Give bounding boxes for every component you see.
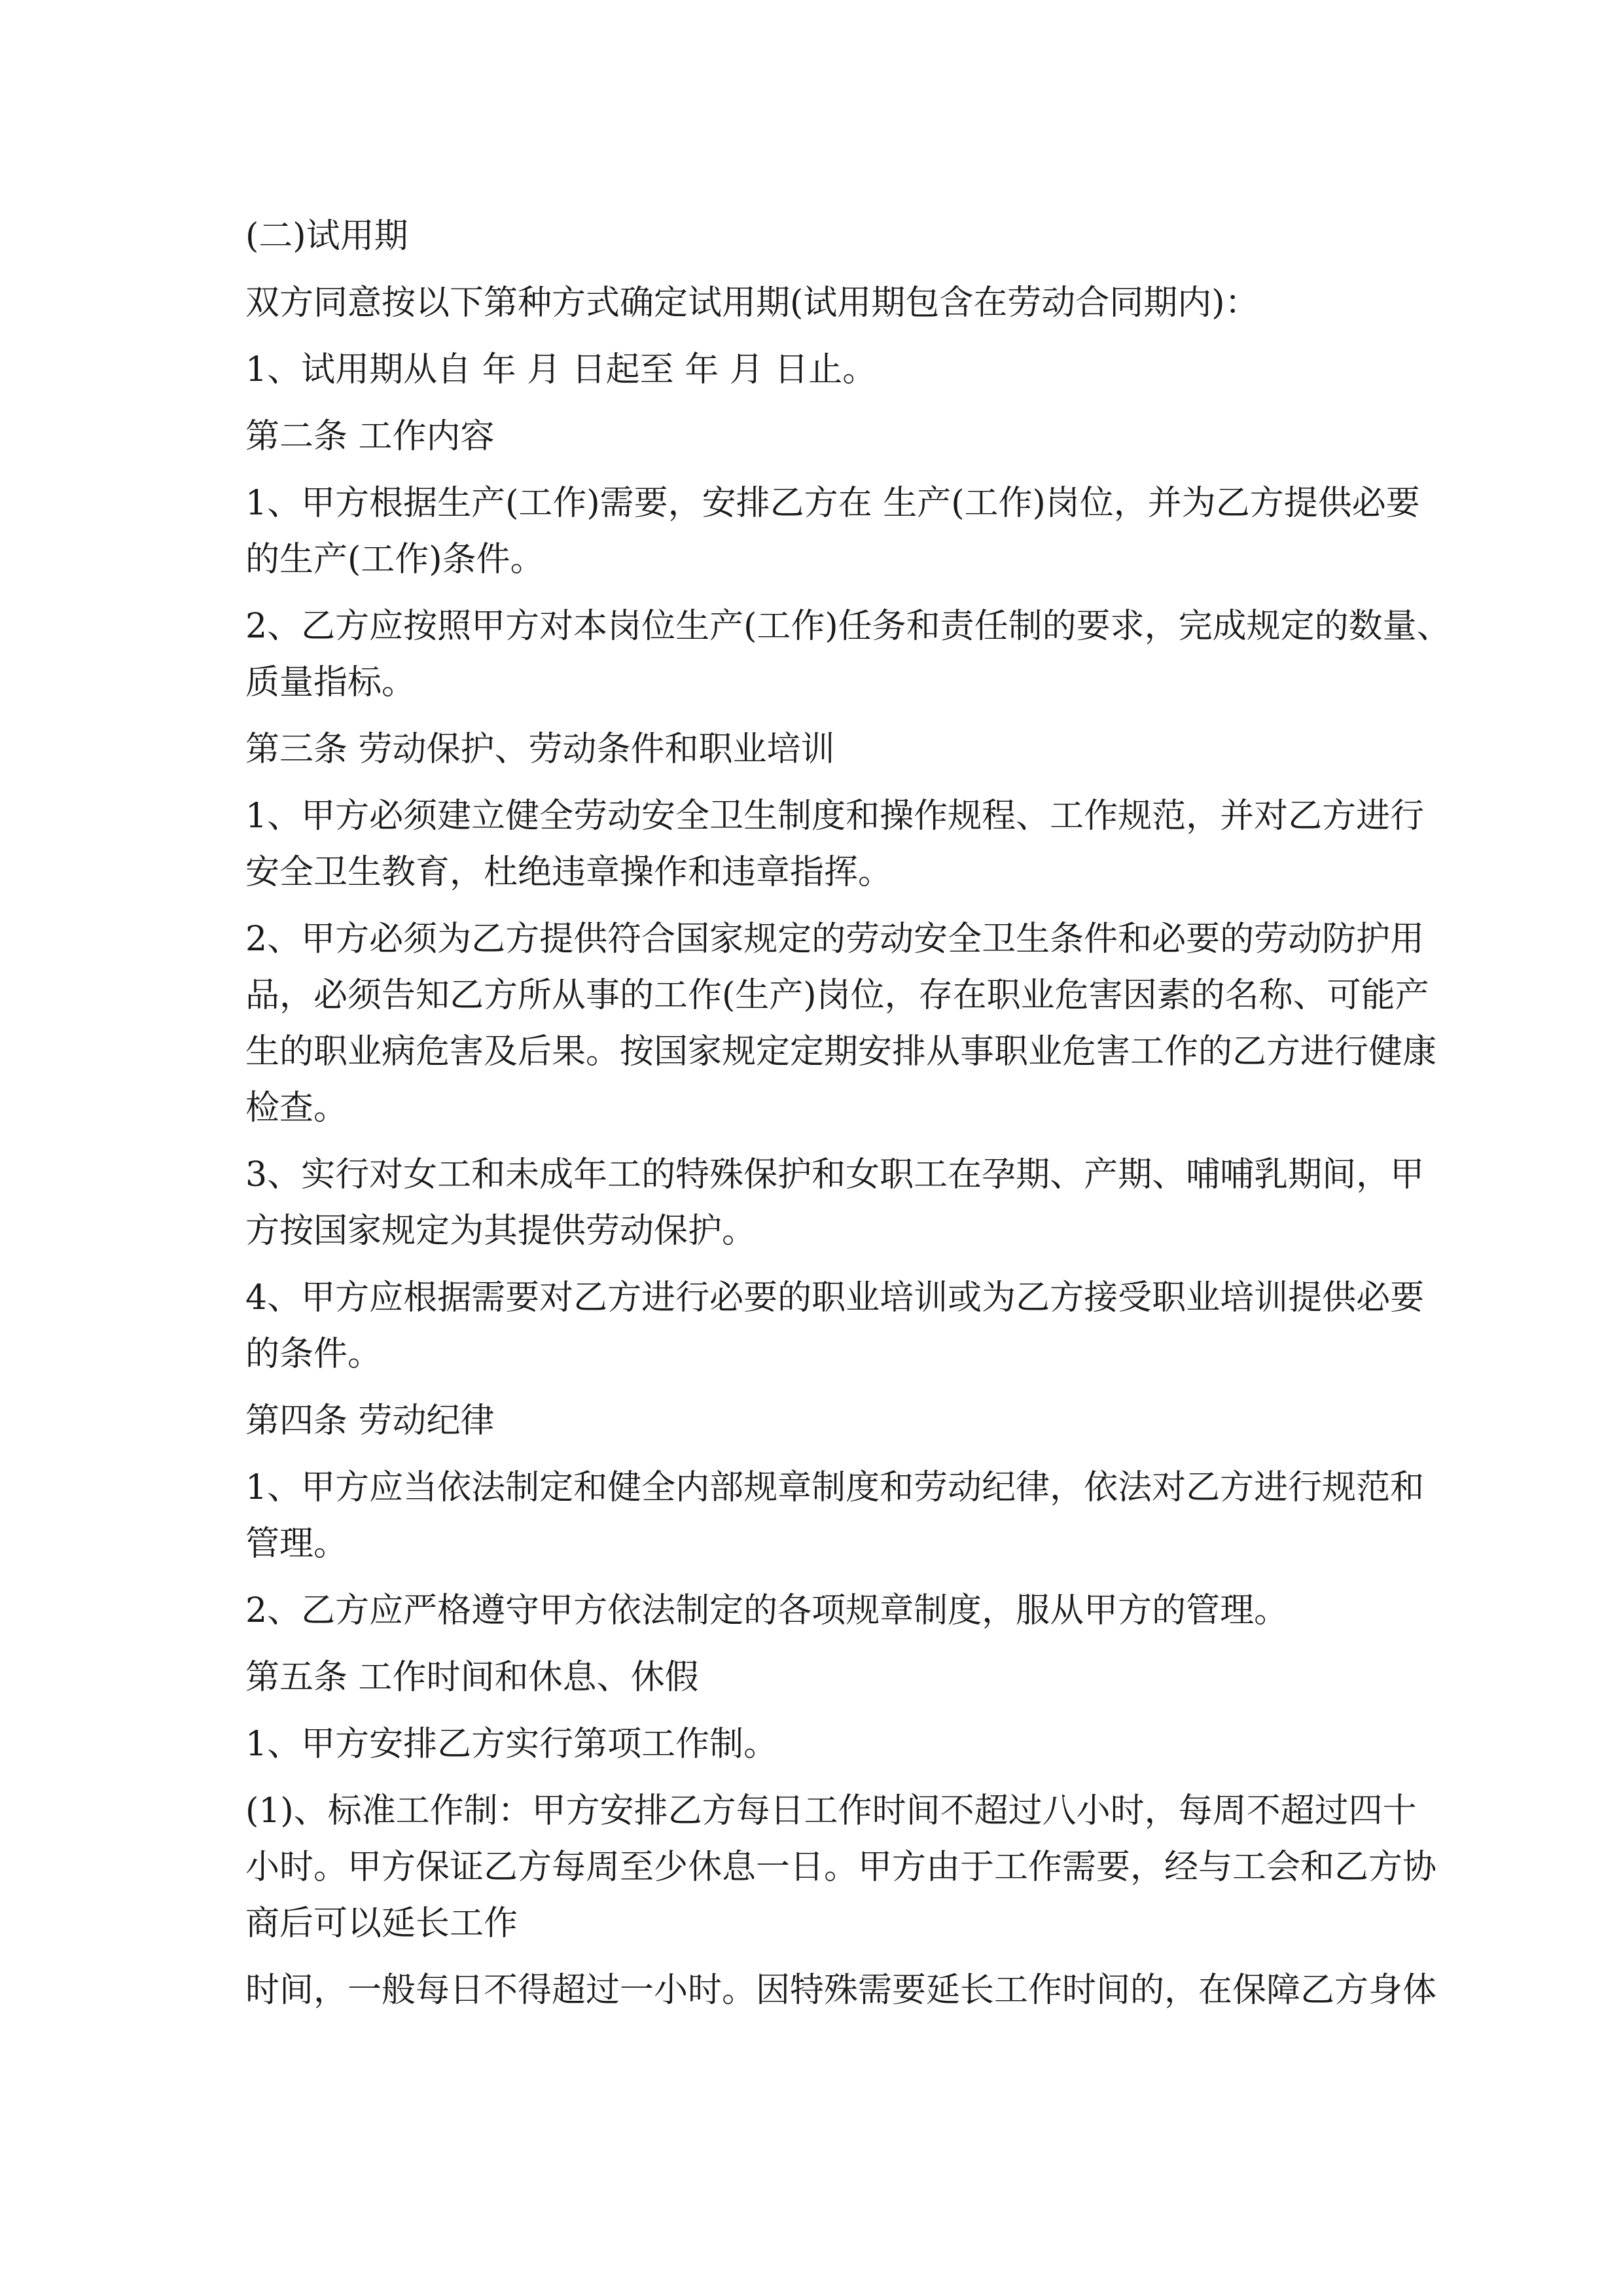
paragraph-line: 管理。 [245,1524,348,1564]
paragraph-line: 检查。 [245,1088,348,1128]
paragraph-line: 生的职业病危害及后果。按国家规定定期安排从事职业危害工作的乙方进行健康 [245,1032,1437,1071]
article-heading-labor-discipline: 第四条 劳动纪律 [245,1401,495,1441]
paragraph-line: 1、甲方必须建立健全劳动安全卫生制度和操作规程、工作规范，并对乙方进行 [245,797,1425,836]
article-heading-work-content: 第二条 工作内容 [245,417,495,456]
paragraph-line: 方按国家规定为其提供劳动保护。 [245,1211,757,1251]
paragraph-line: 1、甲方安排乙方实行第项工作制。 [245,1725,778,1764]
paragraph-line: 质量指标。 [245,663,416,702]
paragraph-line: 2、乙方应严格遵守甲方依法制定的各项规章制度，服从甲方的管理。 [245,1591,1289,1630]
paragraph-line: 的条件。 [245,1335,382,1374]
paragraph-line: 品，必须告知乙方所从事的工作(生产)岗位，存在职业危害因素的名称、可能产 [245,976,1429,1015]
paragraph-line: 3、实行对女工和未成年工的特殊保护和女职工在孕期、产期、哺哺乳期间，甲 [245,1155,1425,1194]
paragraph-line: 2、乙方应按照甲方对本岗位生产(工作)任务和责任制的要求，完成规定的数量、 [245,607,1451,646]
paragraph-line: 商后可以延长工作 [245,1904,518,1943]
article-heading-labor-protection: 第三条 劳动保护、劳动条件和职业培训 [245,730,835,769]
paragraph-line: 1、甲方根据生产(工作)需要，安排乙方在 生产(工作)岗位，并为乙方提供必要 [245,484,1420,523]
paragraph-line: 1、甲方应当依法制定和健全内部规章制度和劳动纪律，依法对乙方进行规范和 [245,1468,1425,1507]
paragraph-line: 2、甲方必须为乙方提供符合国家规定的劳动安全卫生条件和必要的劳动防护用 [245,920,1425,959]
paragraph-line: 双方同意按以下第种方式确定试用期(试用期包含在劳动合同期内)： [245,283,1259,323]
paragraph-line: 的生产(工作)条件。 [245,540,544,579]
document-body [245,208,1451,2018]
paragraph-line: 安全卫生教育，杜绝违章操作和违章指挥。 [245,853,893,892]
paragraph-line: 小时。甲方保证乙方每周至少休息一日。甲方由于工作需要，经与工会和乙方协 [245,1848,1437,1887]
paragraph-line: 1、试用期从自 年 月 日起至 年 月 日止。 [245,350,877,389]
section-heading-probation: (二)试用期 [245,217,408,256]
article-heading-working-hours: 第五条 工作时间和休息、休假 [245,1658,699,1697]
paragraph-line: 4、甲方应根据需要对乙方进行必要的职业培训或为乙方接受职业培训提供必要 [245,1278,1425,1318]
paragraph-line: 时间，一般每日不得超过一小时。因特殊需要延长工作时间的，在保障乙方身体 [245,1971,1437,2010]
paragraph-line: (1)、标准工作制：甲方安排乙方每日工作时间不超过八小时，每周不超过四十 [245,1791,1417,1831]
